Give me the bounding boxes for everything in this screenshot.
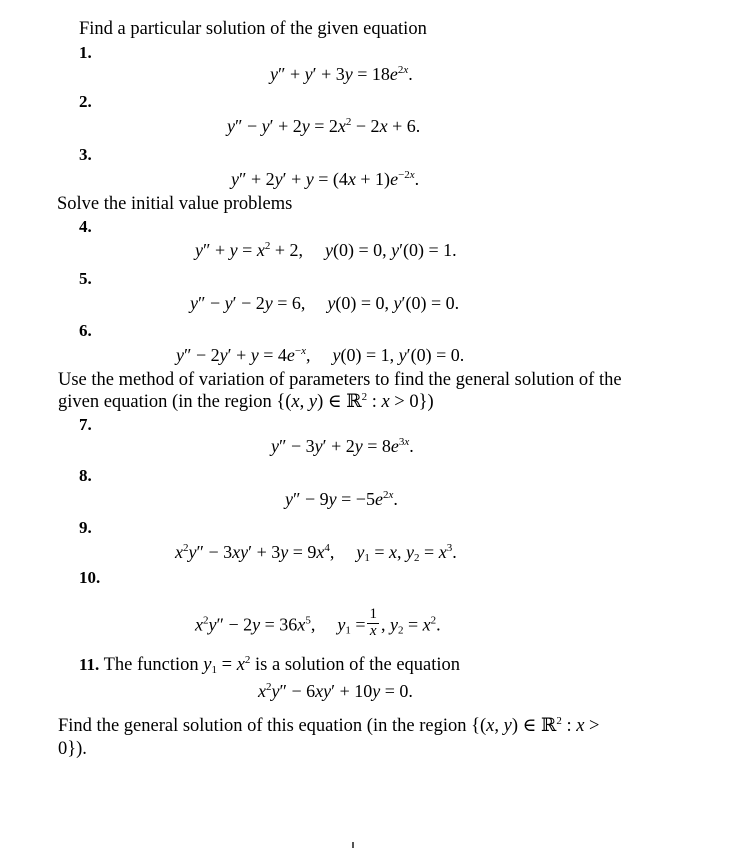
- equation-5: y″ − y′ − 2y = 6, y(0) = 0, y′(0) = 0.: [190, 293, 460, 313]
- problem-11-text-a: The function: [103, 655, 204, 675]
- equation-9: $x^2y'' - 3xy' + 3y = 9x^4$, $y_1 = x$, $y_2 = x^3$.: [175, 542, 457, 564]
- equation-3: $y'' + 2y' + y = (4x + 1)e^{-2x}$.: [231, 169, 420, 189]
- problem-11-final-line2: 0}).: [58, 739, 87, 759]
- problem-11-text-b: is a solution of the equation: [250, 655, 461, 675]
- problem-number-5: 5.: [79, 269, 92, 288]
- problem-number-6: 6.: [79, 321, 92, 340]
- section-heading-vop-line1: Use the method of variation of parameters to find the general solution of the: [58, 370, 622, 390]
- equation-11: $x^2y'' - 6xy' + 10y = 0$.: [258, 681, 413, 701]
- equation-1: $y'' + y' + 3y = 18e^{2x}$.: [270, 64, 413, 84]
- equation-8: $y'' - 9y = -5e^{2x}$.: [285, 489, 398, 509]
- problem-number-2: 2.: [79, 92, 92, 111]
- section-heading-ivp: Solve the initial value problems: [57, 194, 293, 214]
- section-heading-vop-line2: given equation (in the region {(x, y) ∈ ℝ$^2$ : x > 0}): [58, 391, 434, 412]
- problem-number-8: 8.: [79, 466, 92, 485]
- problem-number-7: 7.: [79, 415, 92, 434]
- problem-number-10: 10.: [79, 568, 101, 587]
- equation-4: $y'' + y = x^2 + 2$, y(0) = 0, y′(0) = 1.: [195, 240, 457, 260]
- problem-number-4: 4.: [79, 217, 92, 236]
- problem-11-intro: 11. The function $y_1 = x^2$ is a solution of the equation: [79, 654, 461, 676]
- vop-line2-prefix: given equation (in the region: [58, 392, 277, 412]
- section-heading-particular: Find a particular solution of the given equation: [79, 19, 427, 39]
- problem-number-3: 3.: [79, 145, 92, 164]
- problem-11-final-line1: Find the general solution of this equation (in the region {(x, y) ∈ ℝ$^2$ : x >: [58, 715, 600, 736]
- equation-2: $y'' - y' + 2y = 2x^2 - 2x + 6$.: [227, 116, 421, 136]
- equation-6: $y'' - 2y' + y = 4e^{-x}$, y(0) = 1, y′(0) = 0.: [176, 345, 465, 365]
- problem-number-9: 9.: [79, 518, 92, 537]
- problem-number-1: 1.: [79, 43, 92, 62]
- equation-7: $y'' - 3y' + 2y = 8e^{3x}$.: [271, 436, 414, 456]
- page-mark: [352, 842, 354, 848]
- problem-number-11: 11.: [79, 655, 100, 674]
- equation-10: $x^2y'' - 2y = 36x^5$, $y_1$ = $\frac{1}{x}$ , $y_2 = x^2$.: [195, 606, 441, 639]
